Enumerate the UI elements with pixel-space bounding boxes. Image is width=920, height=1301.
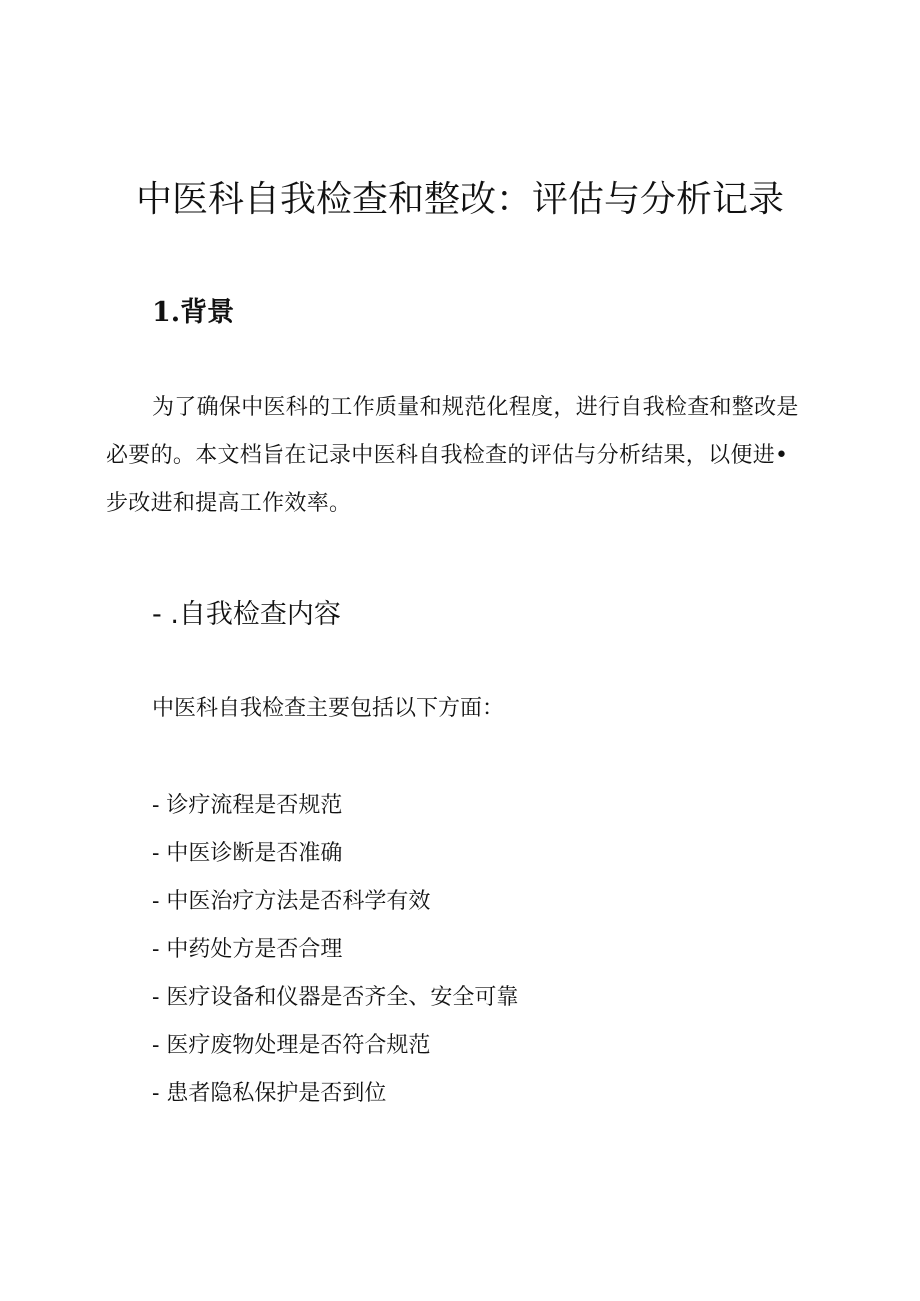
list-item: - 医疗废物处理是否符合规范	[152, 1033, 431, 1058]
list-item: - 中医治疗方法是否科学有效	[152, 889, 431, 914]
list-item: - 患者隐私保护是否到位	[152, 1081, 387, 1106]
list-item: - 诊疗流程是否规范	[152, 793, 343, 818]
self-check-list	[152, 782, 518, 1118]
section-heading-self-check: - .自我检查内容	[152, 599, 341, 630]
background-paragraph: 为了确保中医科的工作质量和规范化程度，进行自我检查和整改是必要的。本文档旨在记录中医科自我检查的评估与分析结果，以便进•步改进和提高工作效率。	[106, 395, 799, 516]
list-item: - 中医诊断是否准确	[152, 841, 343, 866]
list-item: - 医疗设备和仪器是否齐全、安全可靠	[152, 985, 519, 1010]
section-heading-background: 1.背景	[152, 297, 235, 328]
document-title: 中医科自我检查和整改：评估与分析记录	[135, 179, 784, 220]
self-check-intro: 中医科自我检查主要包括以下方面：	[152, 696, 505, 721]
list-item: - 中药处方是否合理	[152, 937, 343, 962]
